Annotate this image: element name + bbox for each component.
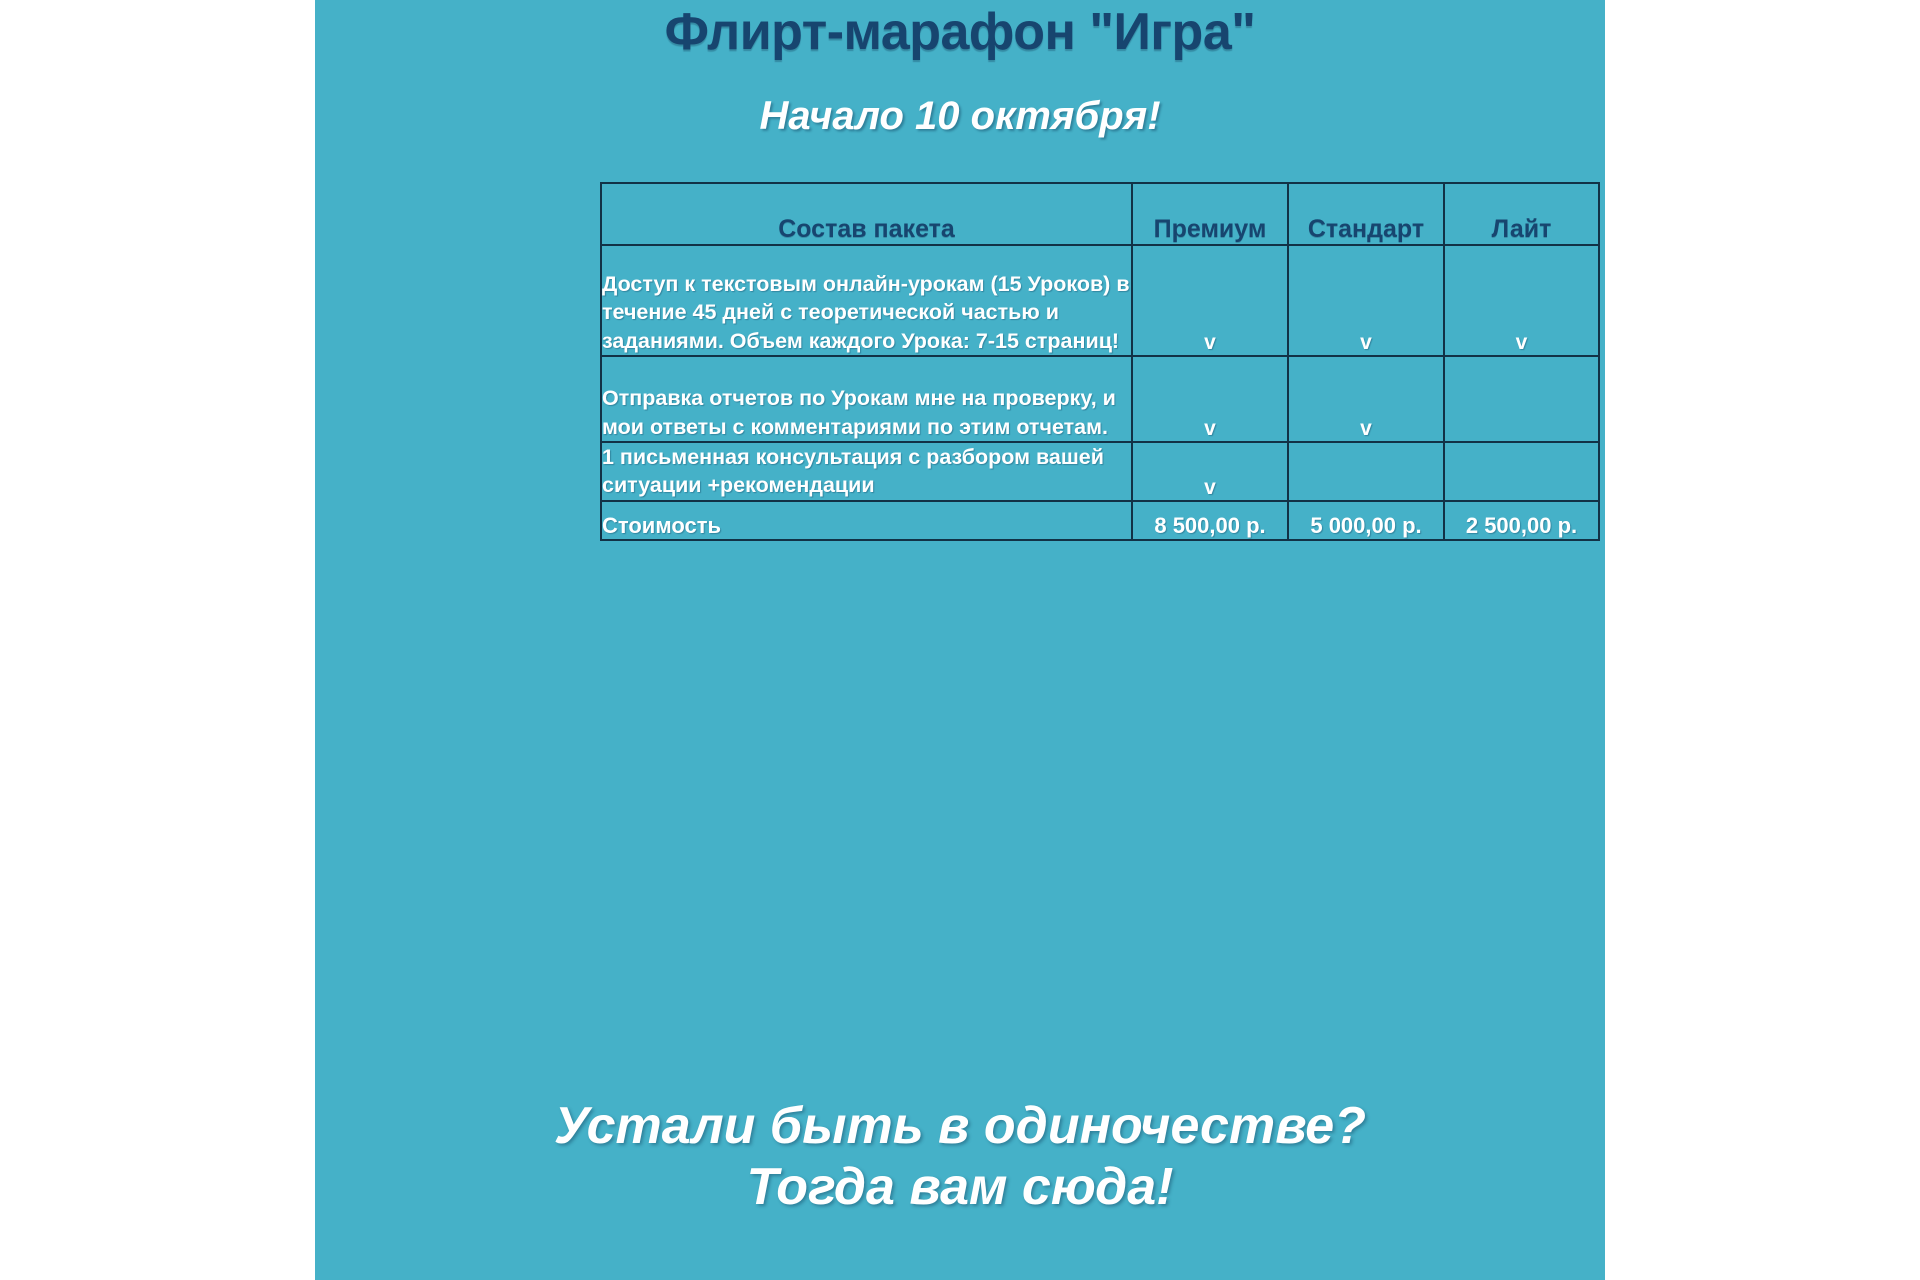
standard-check: v — [1288, 356, 1444, 442]
column-header-feature: Состав пакета — [601, 183, 1132, 245]
table-row — [601, 356, 1599, 442]
standard-check: v — [1288, 245, 1444, 356]
pricing-table-body — [601, 245, 1599, 540]
lite-check — [1444, 442, 1599, 501]
cta-line-1: Устали быть в одиночестве? — [554, 1097, 1366, 1155]
poster-panel — [315, 0, 1605, 1280]
feature-description: Доступ к текстовым онлайн-урокам (15 Уроков) в течение 45 дней с теоретической частью и заданиями. Объем каждого Урока: 7-15 страниц! — [601, 245, 1132, 356]
standard-check — [1288, 442, 1444, 501]
cost-label: Стоимость — [601, 501, 1132, 540]
price-premium: 8 500,00 р. — [1132, 501, 1288, 540]
feature-description: 1 письменная консультация с разбором вашей ситуации +рекомендации — [601, 442, 1132, 501]
column-header-lite: Лайт — [1444, 183, 1599, 245]
start-date-value: 10 октября! — [915, 94, 1161, 138]
pricing-table-head — [601, 183, 1599, 245]
column-header-premium: Премиум — [1132, 183, 1288, 245]
start-date-prefix: Начало — [759, 94, 904, 138]
pricing-table-wrapper — [600, 182, 1598, 541]
pricing-table — [600, 182, 1600, 541]
lite-check: v — [1444, 245, 1599, 356]
table-row — [601, 442, 1599, 501]
start-date-subtitle — [315, 94, 1605, 139]
cost-row — [601, 501, 1599, 540]
premium-check: v — [1132, 442, 1288, 501]
column-header-standard: Стандарт — [1288, 183, 1444, 245]
page-title: Флирт-марафон "Игра" — [664, 3, 1256, 61]
premium-check: v — [1132, 245, 1288, 356]
cta-line-2: Тогда вам сюда! — [746, 1158, 1174, 1217]
call-to-action — [315, 1096, 1605, 1219]
price-lite: 2 500,00 р. — [1444, 501, 1599, 540]
price-standard: 5 000,00 р. — [1288, 501, 1444, 540]
table-header-row — [601, 183, 1599, 245]
feature-description: Отправка отчетов по Урокам мне на проверку, и мои ответы с комментариями по этим отчетам. — [601, 356, 1132, 442]
table-row — [601, 245, 1599, 356]
premium-check: v — [1132, 356, 1288, 442]
lite-check — [1444, 356, 1599, 442]
